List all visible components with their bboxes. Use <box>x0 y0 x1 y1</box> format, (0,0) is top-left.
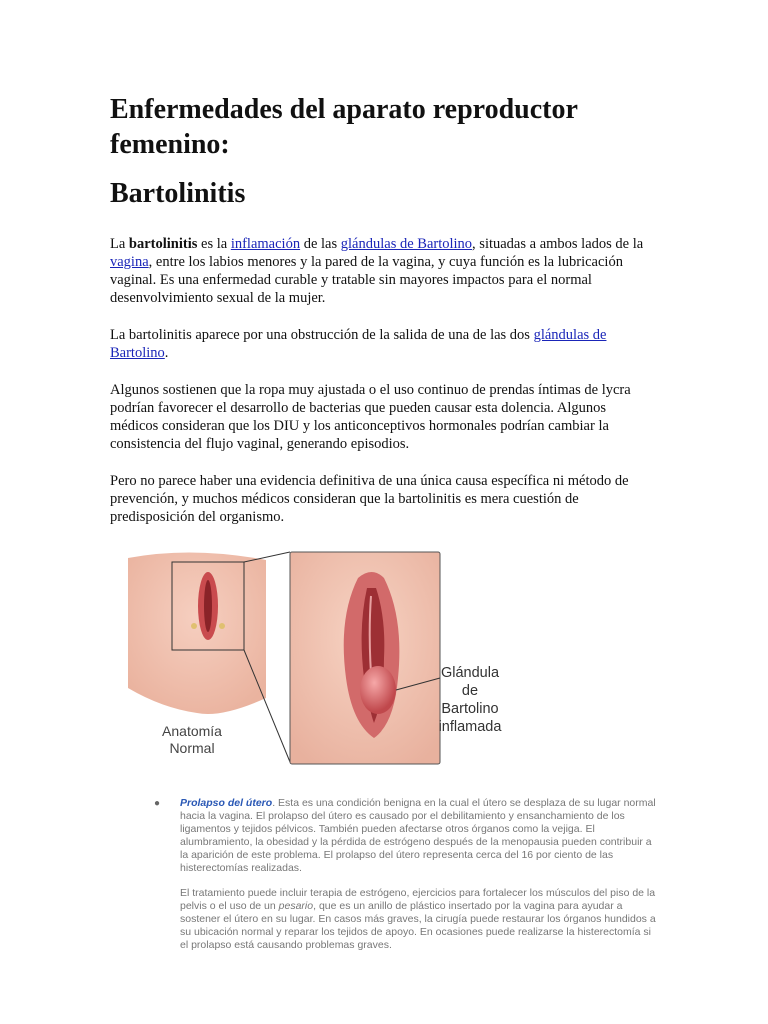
page-title: Enfermedades del aparato reproductor femenino: <box>110 94 578 160</box>
link-inflamacion[interactable]: inflamación <box>230 236 301 252</box>
label-bartolino: Bartolino <box>441 701 499 717</box>
anatomy-illustration-svg <box>122 548 534 776</box>
section-heading: Bartolinitis <box>110 178 246 209</box>
zoom-line-bottom <box>244 650 290 762</box>
paragraph-definition: La bartolinitis es la inflamación de las glándulas de Bartolino, situadas a ambos lados de la vagina, entre los labios menores y la pared de la vagina, y cuya función es la lubricación vaginal. Es una enfermedad curable y tratable sin mayores impactos para el normal desenvolvimiento sexual de la mujer. <box>110 236 644 306</box>
label-inflamada: inflamada <box>438 719 502 735</box>
inflamed-gland-shape <box>360 666 396 714</box>
left-skin-shape <box>128 552 266 714</box>
label-normal: Normal <box>169 740 215 756</box>
label-de: de <box>461 683 479 699</box>
list-item-prolapso <box>154 797 658 952</box>
paragraph-cause: La bartolinitis aparece por una obstrucción de la salida de una de las dos glándulas de Bartolino. <box>110 327 607 361</box>
anatomy-illustration <box>122 548 534 776</box>
list-item-treatment: El tratamiento puede incluir terapia de estrógeno, ejercicios para fortalecer los músculos del piso de la pelvis o el uso de un pesario, que es un anillo de plástico insertado por la vagina para ayudar a sostener el útero en su lugar. En casos más graves, la cirugía puede restaurar los órganos hundidos a su ubicación normal y reparar los tejidos de apoyo. En ocasiones puede realizarse la histerectomía si el prolapso está causando problemas graves. <box>180 887 656 951</box>
label-glandula: Glándula <box>440 665 500 681</box>
document-body <box>110 92 655 545</box>
link-vagina[interactable]: vagina <box>110 254 149 270</box>
bullet-icon: ● <box>154 798 161 809</box>
link-glandulas-bartolino[interactable]: glándulas de Bartolino <box>340 236 473 252</box>
term-bartolinitis: bartolinitis <box>128 236 198 252</box>
paragraph-evidence: Pero no parece haber una evidencia definitiva de una única causa específica ni método de prevención, y muchos médicos consideran que la bartolinitis es mera cuestión de predisposición del organismo. <box>110 473 629 525</box>
list-item-description: Prolapso del útero. Esta es una condición benigna en la cual el útero se desplaza de su lugar normal hacia la vagina. El prolapso del útero es causado por el debilitamiento y ensanchamiento de los ligamentos y tejidos pélvicos. También pueden afectarse otros órganos como la vejiga. El alumbramiento, la obesidad y la pérdida de estrógeno después de la menopausia pueden contribuir a la aparición de este problema. El prolapso del útero representa cerca del 16 por ciento de las histerectomías realizadas. <box>180 797 656 874</box>
paragraph-factors: Algunos sostienen que la ropa muy ajustada o el uso continuo de prendas íntimas de lycra podrían favorecer el desarrollo de bacterias que pueden causar esta dolencia. Algunos médicos consideran que los DIU y los anticonceptivos hormonales podrían cambiar la consistencia del flujo vaginal, generando episodios. <box>110 382 631 452</box>
label-anatomia: Anatomía <box>162 723 222 739</box>
zoom-line-top <box>244 552 290 562</box>
link-glandulas-bartolino-2[interactable]: glándulas de Bartolino <box>110 327 607 361</box>
term-prolapso: Prolapso del útero <box>180 797 273 809</box>
disease-list <box>154 797 658 964</box>
